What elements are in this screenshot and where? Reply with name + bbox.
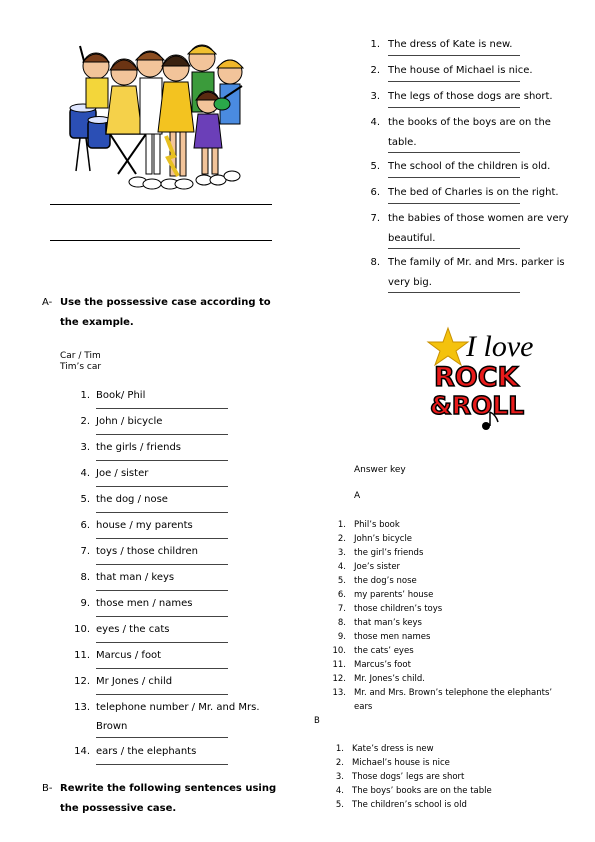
item-prompt: the dog / nose: [96, 494, 168, 505]
section-a-heading: Use the possessive case according to: [60, 297, 271, 308]
item-number: 6.: [80, 520, 90, 531]
answer-text-cont: ears: [354, 702, 373, 712]
answer-text: Mr. Jones’s child.: [354, 674, 425, 684]
answer-blank[interactable]: [388, 203, 520, 204]
answer-number: 4.: [337, 562, 346, 572]
item-sentence-cont: very big.: [388, 277, 432, 288]
answer-blank[interactable]: [96, 486, 228, 487]
item-number: 4.: [80, 468, 90, 479]
item-number: 5.: [370, 161, 380, 172]
answer-number: 1.: [337, 520, 346, 530]
rock-and-roll-logo: [426, 322, 538, 434]
answer-blank[interactable]: [96, 668, 228, 669]
answer-blank[interactable]: [96, 737, 228, 738]
item-number: 9.: [80, 598, 90, 609]
answer-text: Mr. and Mrs. Brown’s telephone the elephants’: [354, 688, 553, 698]
answer-blank[interactable]: [96, 642, 228, 643]
kids-band-clipart: [66, 36, 246, 196]
item-number: 2.: [80, 416, 90, 427]
answer-text: those men names: [354, 632, 431, 642]
item-prompt: John / bicycle: [96, 416, 163, 427]
item-sentence: The legs of those dogs are short.: [388, 91, 553, 102]
section-a-letter: A-: [42, 297, 53, 308]
answer-number: 1.: [335, 744, 344, 754]
item-sentence: The family of Mr. and Mrs. parker is: [388, 257, 565, 268]
answer-blank[interactable]: [96, 538, 228, 539]
answer-number: 3.: [337, 548, 346, 558]
answer-number: 4.: [335, 786, 344, 796]
answer-text: the dog’s nose: [354, 576, 417, 586]
item-prompt: eyes / the cats: [96, 624, 170, 635]
answer-blank[interactable]: [96, 460, 228, 461]
answer-text: the cats’ eyes: [354, 646, 414, 656]
answer-text: those children’s toys: [354, 604, 443, 614]
answer-text: my parents’ house: [354, 590, 434, 600]
item-prompt: the girls / friends: [96, 442, 181, 453]
item-number: 8.: [370, 257, 380, 268]
answer-number: 9.: [337, 632, 346, 642]
answer-number: 5.: [335, 800, 344, 810]
item-sentence-cont: table.: [388, 137, 417, 148]
example-question: Car / Tim: [60, 351, 101, 361]
answer-number: 6.: [337, 590, 346, 600]
item-prompt: toys / those children: [96, 546, 198, 557]
answer-blank[interactable]: [388, 107, 520, 108]
answer-blank[interactable]: [388, 248, 520, 249]
answer-blank[interactable]: [96, 616, 228, 617]
section-b-heading-2: the possessive case.: [60, 803, 177, 814]
item-prompt-cont: Brown: [96, 721, 128, 732]
logo-line-3: &ROLL: [430, 391, 525, 420]
item-number: 1.: [370, 39, 380, 50]
item-number: 6.: [370, 187, 380, 198]
answer-blank[interactable]: [96, 434, 228, 435]
answer-number: 13.: [332, 688, 346, 698]
answer-blank[interactable]: [388, 292, 520, 293]
answer-text: Marcus’s foot: [354, 660, 411, 670]
example-answer: Tim’s car: [60, 362, 102, 372]
item-prompt: ears / the elephants: [96, 746, 197, 757]
answer-blank[interactable]: [388, 55, 520, 56]
item-sentence: the babies of those women are very: [388, 213, 569, 224]
item-prompt: telephone number / Mr. and Mrs.: [96, 702, 260, 713]
answer-blank[interactable]: [96, 694, 228, 695]
answer-number: 2.: [337, 534, 346, 544]
item-sentence: the books of the boys are on the: [388, 117, 551, 128]
answer-text: The boys’ books are on the table: [352, 786, 492, 796]
answer-number: 3.: [335, 772, 344, 782]
logo-line-1: I love: [466, 330, 534, 363]
item-number: 2.: [370, 65, 380, 76]
item-prompt: Marcus / foot: [96, 650, 162, 661]
item-sentence: The school of the children is old.: [388, 161, 551, 172]
answer-number: 5.: [337, 576, 346, 586]
item-number: 4.: [370, 117, 380, 128]
answer-text: that man’s keys: [354, 618, 422, 628]
item-number: 5.: [80, 494, 90, 505]
item-number: 7.: [370, 213, 380, 224]
answer-key-label-b: B: [314, 716, 320, 726]
answer-blank[interactable]: [96, 408, 228, 409]
answer-text: The children’s school is old: [352, 800, 467, 810]
answer-blank[interactable]: [96, 512, 228, 513]
item-number: 13.: [74, 702, 90, 713]
answer-text: Michael’s house is nice: [352, 758, 450, 768]
item-number: 14.: [74, 746, 90, 757]
answer-number: 11.: [332, 660, 346, 670]
item-sentence: The dress of Kate is new.: [388, 39, 513, 50]
answer-blank[interactable]: [96, 564, 228, 565]
item-prompt: those men / names: [96, 598, 193, 609]
answer-number: 8.: [337, 618, 346, 628]
item-number: 3.: [80, 442, 90, 453]
answer-text: the girl’s friends: [354, 548, 424, 558]
answer-key-label-a: A: [354, 491, 361, 501]
answer-text: Those dogs’ legs are short: [352, 772, 465, 782]
answer-blank[interactable]: [388, 152, 520, 153]
answer-blank[interactable]: [388, 177, 520, 178]
item-prompt: that man / keys: [96, 572, 175, 583]
answer-number: 2.: [335, 758, 344, 768]
item-number: 11.: [74, 650, 90, 661]
date-line[interactable]: [50, 240, 272, 241]
answer-key-title: Answer key: [354, 465, 406, 475]
name-line[interactable]: [50, 204, 272, 205]
answer-blank[interactable]: [96, 590, 228, 591]
item-sentence: The bed of Charles is on the right.: [388, 187, 559, 198]
logo-line-2: ROCK: [434, 362, 519, 393]
answer-text: Joe’s sister: [354, 562, 401, 572]
section-b-letter: B-: [42, 783, 53, 794]
item-sentence: The house of Michael is nice.: [388, 65, 533, 76]
item-number: 8.: [80, 572, 90, 583]
item-prompt: house / my parents: [96, 520, 193, 531]
item-prompt: Joe / sister: [96, 468, 149, 479]
answer-text: Phil’s book: [354, 520, 400, 530]
item-number: 12.: [74, 676, 90, 687]
answer-blank[interactable]: [388, 81, 520, 82]
item-prompt: Book/ Phil: [96, 390, 146, 401]
item-number: 3.: [370, 91, 380, 102]
answer-number: 12.: [332, 674, 346, 684]
answer-number: 10.: [332, 646, 346, 656]
item-number: 1.: [80, 390, 90, 401]
item-number: 7.: [80, 546, 90, 557]
item-sentence-cont: beautiful.: [388, 233, 436, 244]
section-a-heading-2: the example.: [60, 317, 134, 328]
item-prompt: Mr Jones / child: [96, 676, 173, 687]
answer-text: Kate’s dress is new: [352, 744, 434, 754]
answer-number: 7.: [337, 604, 346, 614]
answer-text: John’s bicycle: [354, 534, 413, 544]
answer-blank[interactable]: [96, 764, 228, 765]
section-b-heading: Rewrite the following sentences using: [60, 783, 277, 794]
item-number: 10.: [74, 624, 90, 635]
